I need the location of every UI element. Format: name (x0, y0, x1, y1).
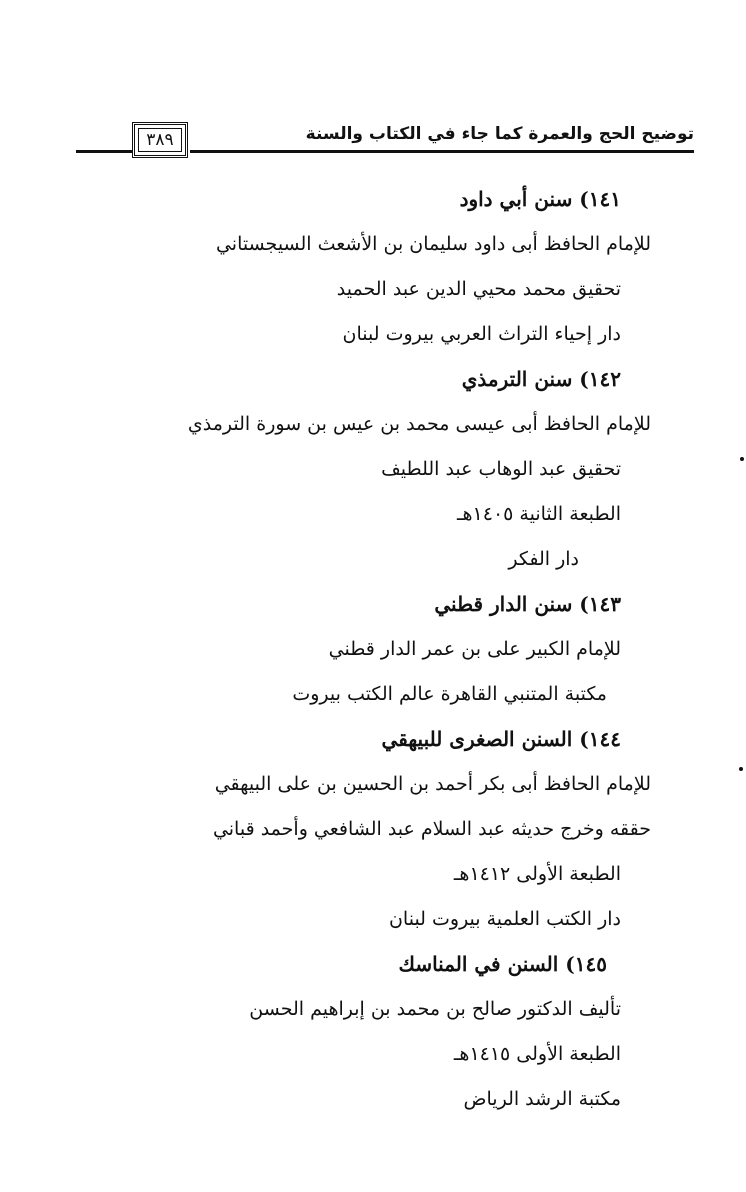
entry-heading-145: ١٤٥) السنن في المناسك (398, 952, 607, 976)
entry-line: الطبعة الأولى ١٤١٢هـ (453, 863, 621, 885)
entry-line: للإمام الحافظ أبى داود سليمان بن الأشعث السيجستاني (215, 233, 651, 255)
entry-line: الطبعة الثانية ١٤٠٥هـ (456, 503, 621, 525)
entry-line: دار الكتب العلمية بيروت لبنان (388, 908, 621, 930)
entry-line: للإمام الكبير على بن عمر الدار قطني (328, 638, 621, 660)
entry-line: للإمام الحافظ أبى عيسى محمد بن عيس بن سورة الترمذي (187, 413, 651, 435)
entry-line: تحقيق عبد الوهاب عبد اللطيف (381, 458, 621, 480)
scan-mark (740, 457, 744, 461)
entry-heading-144: ١٤٤) السنن الصغرى للبيهقي (381, 727, 621, 751)
scan-mark (739, 767, 743, 771)
entry-heading-141: ١٤١) سنن أبي داود (459, 187, 621, 211)
entry-line: الطبعة الأولى ١٤١٥هـ (453, 1043, 621, 1065)
entry-line: مكتبة المتنبي القاهرة عالم الكتب بيروت (292, 683, 607, 705)
header-rule-left (76, 150, 132, 153)
page-number-text: ٣٨٩ (146, 130, 174, 150)
entry-line: تأليف الدكتور صالح بن محمد بن إبراهيم الحسن (249, 998, 621, 1020)
entry-heading-142: ١٤٢) سنن الترمذي (461, 367, 621, 391)
entry-line: تحقيق محمد محيي الدين عبد الحميد (336, 278, 621, 300)
entry-line: مكتبة الرشد الرياض (463, 1088, 621, 1110)
running-title: توضيح الحج والعمرة كما جاء في الكتاب والسنة (305, 124, 694, 144)
entry-line: دار إحياء التراث العربي بيروت لبنان (342, 323, 621, 345)
bibliography-list (61, 177, 651, 1122)
header-rule (190, 150, 694, 153)
entry-line: حققه وخرج حديثه عبد السلام عبد الشافعي وأحمد قباني (212, 818, 651, 840)
entry-heading-143: ١٤٣) سنن الدار قطني (434, 592, 621, 616)
entry-line: دار الفكر (508, 548, 579, 570)
page-header (0, 0, 746, 170)
entry-line: للإمام الحافظ أبى بكر أحمد بن الحسين بن على البيهقي (214, 773, 651, 795)
page-number (132, 122, 188, 158)
